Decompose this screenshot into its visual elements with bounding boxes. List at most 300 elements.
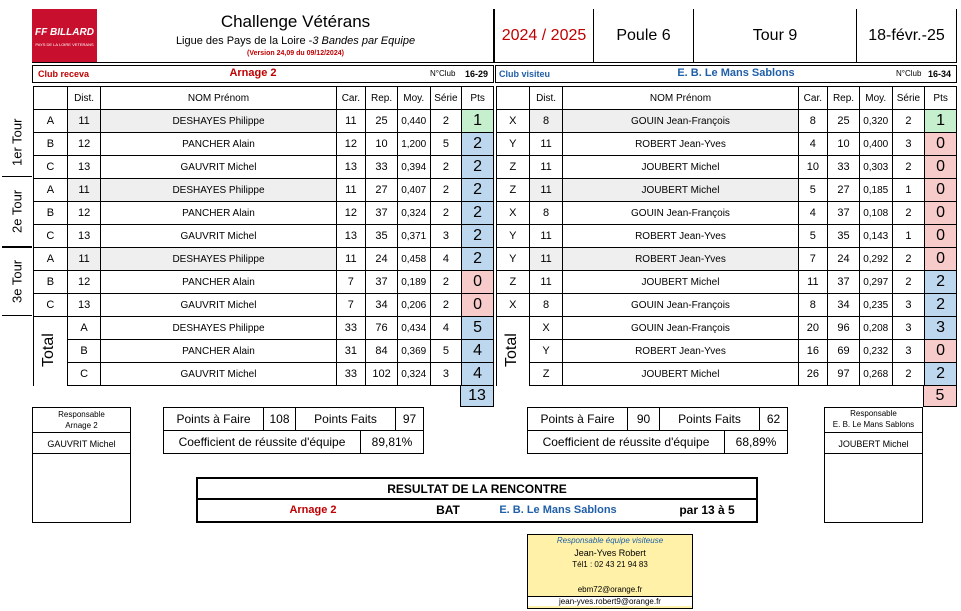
home-cell-moy: 0,371 [397,225,430,248]
home-cell-car: 7 [336,294,366,317]
away-score-table [496,86,957,386]
home-col-serie: Série [430,87,462,110]
home-col-pts: Pts [462,87,494,110]
away-cell-serie: 1 [892,225,925,248]
away-match-row [497,179,957,202]
away-total-rep: 97 [828,363,860,386]
poule: Poule 6 [593,9,694,62]
away-cell-letter: X [497,294,530,317]
away-club-label: Club visiteu [499,69,551,79]
away-points-faits-label: Points Faits [660,408,760,430]
away-cell-serie: 1 [892,179,925,202]
home-cell-moy: 0,324 [397,202,430,225]
home-points-a-faire: 108 [264,408,296,430]
away-cell-serie: 3 [892,133,925,156]
away-cell-serie: 2 [892,248,925,271]
away-total-row [497,363,957,386]
away-total-pts: 3 [925,317,957,340]
home-cell-serie: 2 [430,156,462,179]
away-cell-name: ROBERT Jean-Yves [563,133,798,156]
home-cell-name: PANCHER Alain [101,202,336,225]
home-cell-name: GAUVRIT Michel [101,225,336,248]
away-cell-dist: 8 [529,110,563,133]
away-cell-letter: Z [497,271,530,294]
away-total-serie: 3 [892,317,925,340]
home-club-bar [32,65,494,83]
away-cell-rep: 33 [828,156,860,179]
home-resp-divider-2 [33,453,130,454]
home-cell-car: 7 [336,271,366,294]
away-coef-value: 68,89% [735,435,777,449]
home-responsable-box [32,407,131,523]
home-cell-moy: 0,407 [397,179,430,202]
home-cell-car: 13 [336,225,366,248]
away-total-name: GOUIN Jean-François [563,317,798,340]
away-cell-car: 8 [798,110,828,133]
away-cell-name: ROBERT Jean-Yves [563,225,798,248]
away-cell-letter: X [497,202,530,225]
home-total-car: 31 [336,340,366,363]
home-cell-letter: A [34,110,68,133]
home-score-table [33,86,494,386]
home-cell-dist: 13 [67,156,101,179]
home-total-name: DESHAYES Philippe [101,317,336,340]
away-club-num: 16-34 [928,69,952,79]
home-cell-pts: 2 [462,133,494,156]
home-total-serie: 5 [430,340,462,363]
away-cell-moy: 0,297 [859,271,892,294]
home-cell-car: 11 [336,248,366,271]
away-cell-pts: 0 [925,202,957,225]
away-cell-name: ROBERT Jean-Yves [563,248,798,271]
home-cell-name: GAUVRIT Michel [101,156,336,179]
home-cell-dist: 11 [67,179,101,202]
home-total-spacer [34,363,68,386]
result-verb: BAT [436,503,460,517]
home-header-row [34,87,494,110]
home-cell-serie: 2 [430,202,462,225]
away-cell-rep: 10 [828,133,860,156]
home-coef-label: Coefficient de réussite d'équipe [164,431,361,453]
home-total-rep: 84 [366,340,398,363]
away-cell-car: 4 [798,133,828,156]
away-header-row [497,87,957,110]
away-col-serie: Série [892,87,925,110]
home-cell-letter: C [34,225,68,248]
home-total-spacer [34,317,68,340]
home-cell-dist: 11 [67,110,101,133]
home-cell-name: PANCHER Alain [101,271,336,294]
home-match-row [34,225,494,248]
home-cell-moy: 0,189 [397,271,430,294]
away-cell-name: JOUBERT Michel [563,179,798,202]
away-total-row [497,317,957,340]
home-cell-rep: 27 [366,179,398,202]
away-cell-rep: 34 [828,294,860,317]
home-coef-value: 89,81% [371,435,413,449]
home-cell-pts: 2 [462,225,494,248]
away-cell-moy: 0,292 [859,248,892,271]
home-cell-rep: 33 [366,156,398,179]
away-total-moy: 0,268 [859,363,892,386]
home-points-faits: 97 [402,412,417,426]
away-resp-club: E. B. Le Mans Sablons [832,420,915,429]
home-cell-car: 12 [336,133,366,156]
away-cell-moy: 0,320 [859,110,892,133]
home-cell-name: DESHAYES Philippe [101,110,336,133]
away-coef-label: Coefficient de réussite d'équipe [528,431,725,453]
home-cell-pts: 0 [462,294,494,317]
home-match-row [34,294,494,317]
away-total-serie: 3 [892,340,925,363]
away-cell-pts: 2 [925,271,957,294]
away-cell-letter: Y [497,248,530,271]
away-cell-pts: 1 [925,110,957,133]
result-away-team: E. B. Le Mans Sablons [499,504,617,516]
home-col-name: NOM Prénom [101,87,336,110]
round-label-2: 2e Tour [2,177,32,247]
home-match-row [34,110,494,133]
away-cell-dist: 11 [529,156,563,179]
home-cell-serie: 2 [430,294,462,317]
match-date: 18-févr.-25 [856,9,957,62]
away-total-pts: 0 [925,340,957,363]
home-club-name: Arnage 2 [229,67,277,79]
home-col-car: Car. [336,87,366,110]
header-divider [32,62,957,63]
home-cell-rep: 34 [366,294,398,317]
away-club-bar [495,65,957,83]
away-cell-pts: 0 [925,179,957,202]
away-cell-serie: 2 [892,156,925,179]
home-cell-moy: 0,458 [397,248,430,271]
away-points-a-faire: 90 [628,408,660,430]
subtitle-mode: 3 Bandes par Equipe [312,35,416,47]
away-total-rep: 96 [828,317,860,340]
visitor-contact-email-2[interactable]: jean-yves.robert9@orange.fr [528,597,692,606]
away-total-pts: 2 [925,363,957,386]
round-label-3: 3e Tour [2,247,32,316]
visitor-contact-phone: Tél1 : 02 43 21 94 83 [572,560,648,569]
away-cell-car: 7 [798,248,828,271]
logo [32,9,97,62]
away-col-dist: Dist. [529,87,563,110]
home-cell-pts: 2 [462,156,494,179]
away-cell-dist: 11 [529,133,563,156]
away-cell-name: JOUBERT Michel [563,271,798,294]
away-resp-title: Responsable [850,409,897,418]
away-total-moy: 0,232 [859,340,892,363]
home-cell-car: 12 [336,202,366,225]
home-total-spacer [34,340,68,363]
away-col-pts: Pts [925,87,957,110]
home-cell-moy: 0,394 [397,156,430,179]
home-match-row [34,248,494,271]
home-cell-dist: 12 [67,202,101,225]
home-cell-serie: 3 [430,225,462,248]
home-cell-letter: A [34,179,68,202]
away-cell-letter: Z [497,179,530,202]
away-cell-pts: 0 [925,248,957,271]
away-match-row [497,133,957,156]
away-cell-rep: 24 [828,248,860,271]
page-subtitle [97,35,494,47]
home-total-pts: 5 [462,317,494,340]
away-cell-car: 5 [798,179,828,202]
away-cell-car: 11 [798,271,828,294]
home-club-num-label: N°Club [430,69,456,78]
away-col-car: Car. [798,87,828,110]
away-cell-car: 10 [798,156,828,179]
away-total-serie: 2 [892,363,925,386]
away-cell-name: GOUIN Jean-François [563,110,798,133]
season: 2024 / 2025 [494,9,594,62]
home-match-row [34,133,494,156]
away-cell-serie: 2 [892,202,925,225]
away-cell-moy: 0,400 [859,133,892,156]
away-total-label: Total [503,333,520,368]
result-box [196,477,758,523]
away-cell-car: 8 [798,294,828,317]
away-col-rep: Rep. [828,87,860,110]
page-title: Challenge Vétérans [220,12,371,31]
home-cell-letter: B [34,271,68,294]
away-total-rep: 69 [828,340,860,363]
subtitle-league: Ligue des Pays de la Loire - [175,35,313,47]
title-block [97,9,494,62]
away-cell-dist: 8 [529,294,563,317]
away-match-row [497,294,957,317]
away-cell-dist: 11 [529,179,563,202]
away-cell-letter: Z [497,156,530,179]
home-total-row [34,363,494,386]
away-points-faits: 62 [766,412,781,426]
home-cell-dist: 11 [67,248,101,271]
away-cell-dist: 11 [529,248,563,271]
away-cell-name: GOUIN Jean-François [563,294,798,317]
away-cell-rep: 35 [828,225,860,248]
away-team-total: 5 [923,385,957,407]
home-cell-dist: 13 [67,225,101,248]
home-total-name: GAUVRIT Michel [101,363,336,386]
away-total-spacer [497,340,530,363]
away-cell-moy: 0,143 [859,225,892,248]
home-match-row [34,179,494,202]
home-total-pts: 4 [462,340,494,363]
home-total-label: Total [40,333,57,368]
away-total-moy: 0,208 [859,317,892,340]
home-cell-dist: 12 [67,271,101,294]
away-match-row [497,248,957,271]
away-cell-name: JOUBERT Michel [563,156,798,179]
away-cell-rep: 37 [828,271,860,294]
home-cell-moy: 0,206 [397,294,430,317]
home-cell-name: DESHAYES Philippe [101,248,336,271]
away-cell-pts: 0 [925,156,957,179]
away-cell-letter: Y [497,225,530,248]
away-col-letter [497,87,530,110]
logo-subtitle: PAYS DE LA LOIRE VETERANS [35,42,94,47]
visitor-contact-title: Responsable équipe visiteuse [556,536,664,545]
home-total-car: 33 [336,363,366,386]
home-match-row [34,202,494,225]
home-match-row [34,156,494,179]
home-cell-name: DESHAYES Philippe [101,179,336,202]
home-cell-serie: 4 [430,248,462,271]
home-points-a-faire-label: Points à Faire [164,408,264,430]
home-cell-serie: 2 [430,179,462,202]
away-total-letter: Y [529,340,563,363]
home-resp-title: Responsable [58,410,105,419]
away-stats-box [527,407,788,454]
home-cell-moy: 0,440 [397,110,430,133]
away-total-name: JOUBERT Michel [563,363,798,386]
away-cell-letter: X [497,110,530,133]
home-points-faits-label: Points Faits [296,408,396,430]
home-total-pts: 4 [462,363,494,386]
away-cell-serie: 2 [892,271,925,294]
visitor-contact-box [527,534,693,609]
away-total-car: 20 [798,317,828,340]
result-title: RESULTAT DE LA RENCONTRE [198,479,756,500]
home-cell-pts: 2 [462,248,494,271]
away-cell-pts: 0 [925,225,957,248]
home-cell-rep: 37 [366,271,398,294]
home-total-rep: 102 [366,363,398,386]
result-home-team: Arnage 2 [289,504,337,516]
away-club-name: E. B. Le Mans Sablons [677,67,795,79]
home-cell-letter: B [34,133,68,156]
home-cell-pts: 2 [462,179,494,202]
away-match-row [497,110,957,133]
home-club-label: Club receva [38,69,90,79]
away-resp-name: JOUBERT Michel [838,439,909,449]
away-total-spacer [497,317,530,340]
visitor-contact-email[interactable]: ebm72@orange.fr [577,585,643,594]
home-cell-dist: 12 [67,133,101,156]
home-cell-dist: 13 [67,294,101,317]
home-resp-club: Arnage 2 [65,421,98,430]
home-cell-rep: 24 [366,248,398,271]
home-total-moy: 0,434 [397,317,430,340]
away-match-row [497,271,957,294]
home-match-row [34,271,494,294]
home-cell-rep: 25 [366,110,398,133]
home-total-serie: 3 [430,363,462,386]
home-cell-car: 13 [336,156,366,179]
away-total-name: ROBERT Jean-Yves [563,340,798,363]
away-club-num-label: N°Club [896,69,922,78]
away-match-row [497,202,957,225]
home-cell-name: GAUVRIT Michel [101,294,336,317]
home-total-row [34,317,494,340]
away-cell-moy: 0,185 [859,179,892,202]
home-cell-pts: 0 [462,271,494,294]
home-total-letter: A [67,317,101,340]
away-points-a-faire-label: Points à Faire [528,408,628,430]
away-cell-dist: 11 [529,271,563,294]
home-total-letter: C [67,363,101,386]
version-note: (Version 24,09 du 09/12/2024) [247,50,344,57]
home-col-letter [34,87,68,110]
away-match-row [497,225,957,248]
home-total-moy: 0,369 [397,340,430,363]
home-cell-serie: 2 [430,110,462,133]
home-total-rep: 76 [366,317,398,340]
away-cell-dist: 8 [529,202,563,225]
home-club-num: 16-29 [465,69,489,79]
home-cell-name: PANCHER Alain [101,133,336,156]
away-cell-name: GOUIN Jean-François [563,202,798,225]
away-match-row [497,156,957,179]
away-cell-rep: 25 [828,110,860,133]
home-cell-rep: 35 [366,225,398,248]
away-cell-pts: 2 [925,294,957,317]
home-col-rep: Rep. [366,87,398,110]
home-cell-serie: 2 [430,271,462,294]
home-total-car: 33 [336,317,366,340]
home-cell-moy: 1,200 [397,133,430,156]
away-cell-serie: 2 [892,110,925,133]
home-col-moy: Moy. [397,87,430,110]
home-cell-letter: B [34,202,68,225]
home-total-moy: 0,324 [397,363,430,386]
away-resp-divider-2 [825,453,922,454]
home-total-letter: B [67,340,101,363]
home-cell-pts: 1 [462,110,494,133]
home-total-name: PANCHER Alain [101,340,336,363]
home-resp-divider [33,432,130,433]
home-cell-car: 11 [336,179,366,202]
home-resp-name: GAUVRIT Michel [47,439,116,449]
home-cell-pts: 2 [462,202,494,225]
home-cell-rep: 10 [366,133,398,156]
away-cell-letter: Y [497,133,530,156]
away-cell-rep: 27 [828,179,860,202]
home-total-serie: 4 [430,317,462,340]
away-cell-moy: 0,108 [859,202,892,225]
away-cell-dist: 11 [529,225,563,248]
home-stats-box [163,407,424,454]
away-col-name: NOM Prénom [563,87,798,110]
away-cell-serie: 3 [892,294,925,317]
away-total-car: 16 [798,340,828,363]
logo-title: FF BILLARD [35,27,94,38]
visitor-contact-name: Jean-Yves Robert [574,548,646,558]
away-cell-pts: 0 [925,133,957,156]
home-col-dist: Dist. [67,87,101,110]
away-cell-rep: 37 [828,202,860,225]
away-total-spacer [497,363,530,386]
home-cell-rep: 37 [366,202,398,225]
away-cell-moy: 0,235 [859,294,892,317]
away-total-letter: Z [529,363,563,386]
result-score: par 13 à 5 [679,503,735,517]
home-cell-car: 11 [336,110,366,133]
home-total-row [34,340,494,363]
away-resp-divider [825,432,922,433]
home-cell-letter: C [34,294,68,317]
away-cell-moy: 0,303 [859,156,892,179]
home-cell-letter: C [34,156,68,179]
round-label-1: 1er Tour [2,108,32,177]
away-total-row [497,340,957,363]
away-col-moy: Moy. [859,87,892,110]
away-cell-car: 4 [798,202,828,225]
away-cell-car: 5 [798,225,828,248]
home-cell-serie: 5 [430,133,462,156]
away-total-letter: X [529,317,563,340]
